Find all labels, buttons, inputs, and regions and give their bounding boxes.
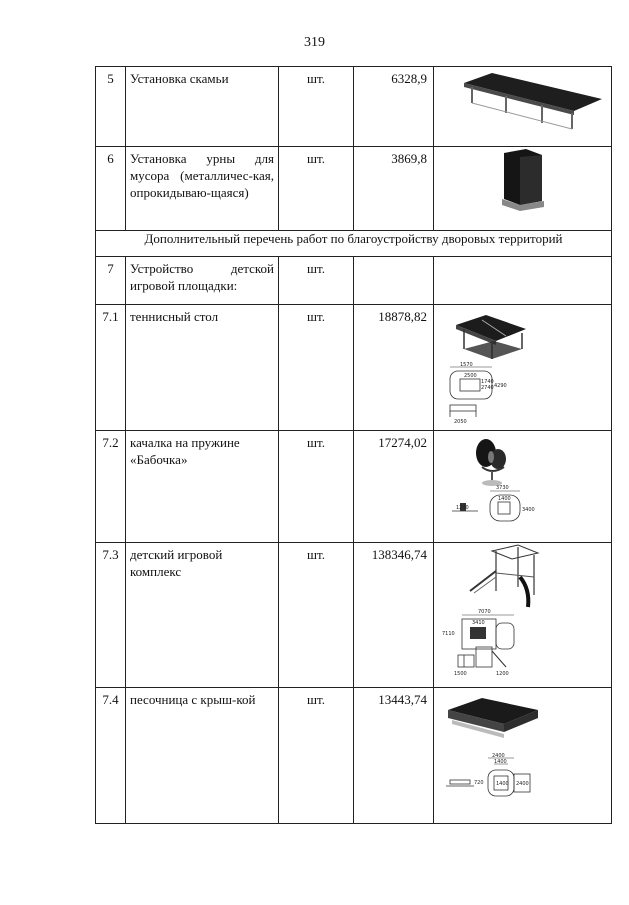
table-row xyxy=(96,257,612,305)
work-name: песочница с крыш-кой xyxy=(126,688,279,824)
price xyxy=(354,257,434,305)
table-row xyxy=(96,305,612,431)
svg-text:1400: 1400 xyxy=(496,781,509,787)
work-name: детский игровой комплекс xyxy=(126,543,279,688)
row-number: 7.1 xyxy=(96,305,126,431)
svg-text:1740: 1740 xyxy=(481,379,494,385)
svg-text:2400: 2400 xyxy=(516,781,529,787)
unit: шт. xyxy=(279,67,354,147)
section-header-row xyxy=(96,231,612,257)
bench-image xyxy=(434,67,612,147)
svg-text:1200: 1200 xyxy=(496,671,509,677)
row-number: 7.4 xyxy=(96,688,126,824)
table-row xyxy=(96,543,612,688)
svg-text:2500: 2500 xyxy=(464,373,477,379)
table-row xyxy=(96,67,612,147)
sandbox-image xyxy=(434,688,612,824)
svg-text:4290: 4290 xyxy=(494,383,507,389)
table-row xyxy=(96,147,612,231)
svg-text:1230: 1230 xyxy=(456,505,469,511)
unit: шт. xyxy=(279,147,354,231)
svg-text:720: 720 xyxy=(474,780,484,786)
row-number: 7 xyxy=(96,257,126,305)
svg-text:2740: 2740 xyxy=(481,385,494,391)
row-number: 6 xyxy=(96,147,126,231)
svg-text:1400: 1400 xyxy=(498,496,511,502)
work-name: Установка урны для мусора (металличес-кая, опрокидываю-щаяся) xyxy=(126,147,279,231)
price: 13443,74 xyxy=(354,688,434,824)
work-name: теннисный стол xyxy=(126,305,279,431)
svg-text:1500: 1500 xyxy=(454,671,467,677)
row-number: 7.3 xyxy=(96,543,126,688)
price: 6328,9 xyxy=(354,67,434,147)
svg-text:7110: 7110 xyxy=(442,631,455,637)
trash-bin-image xyxy=(434,147,612,231)
row-number: 7.2 xyxy=(96,431,126,543)
table-row xyxy=(96,431,612,543)
playground-complex-image xyxy=(434,543,612,688)
tennis-table-image xyxy=(434,305,612,431)
unit: шт. xyxy=(279,543,354,688)
image-cell-empty xyxy=(434,257,612,305)
svg-text:2400: 2400 xyxy=(492,753,505,759)
section-header: Дополнительный перечень работ по благоустройству дворовых территорий xyxy=(96,231,612,257)
spring-rocker-image xyxy=(434,431,612,543)
unit: шт. xyxy=(279,257,354,305)
price: 138346,74 xyxy=(354,543,434,688)
svg-text:1570: 1570 xyxy=(460,362,473,368)
page-number: 319 xyxy=(304,35,325,50)
work-name: Устройство детской игровой площадки: xyxy=(126,257,279,305)
unit: шт. xyxy=(279,305,354,431)
price: 17274,02 xyxy=(354,431,434,543)
svg-text:3410: 3410 xyxy=(472,620,485,626)
row-number: 5 xyxy=(96,67,126,147)
work-name: Установка скамьи xyxy=(126,67,279,147)
unit: шт. xyxy=(279,688,354,824)
table-row xyxy=(96,688,612,824)
unit: шт. xyxy=(279,431,354,543)
svg-text:7070: 7070 xyxy=(478,609,491,615)
work-name: качалка на пружине «Бабочка» xyxy=(126,431,279,543)
svg-text:3400: 3400 xyxy=(522,507,535,513)
price: 18878,82 xyxy=(354,305,434,431)
svg-text:3730: 3730 xyxy=(496,485,509,491)
price: 3869,8 xyxy=(354,147,434,231)
works-table xyxy=(95,66,612,824)
svg-text:1400: 1400 xyxy=(494,759,507,765)
svg-text:2050: 2050 xyxy=(454,419,467,425)
